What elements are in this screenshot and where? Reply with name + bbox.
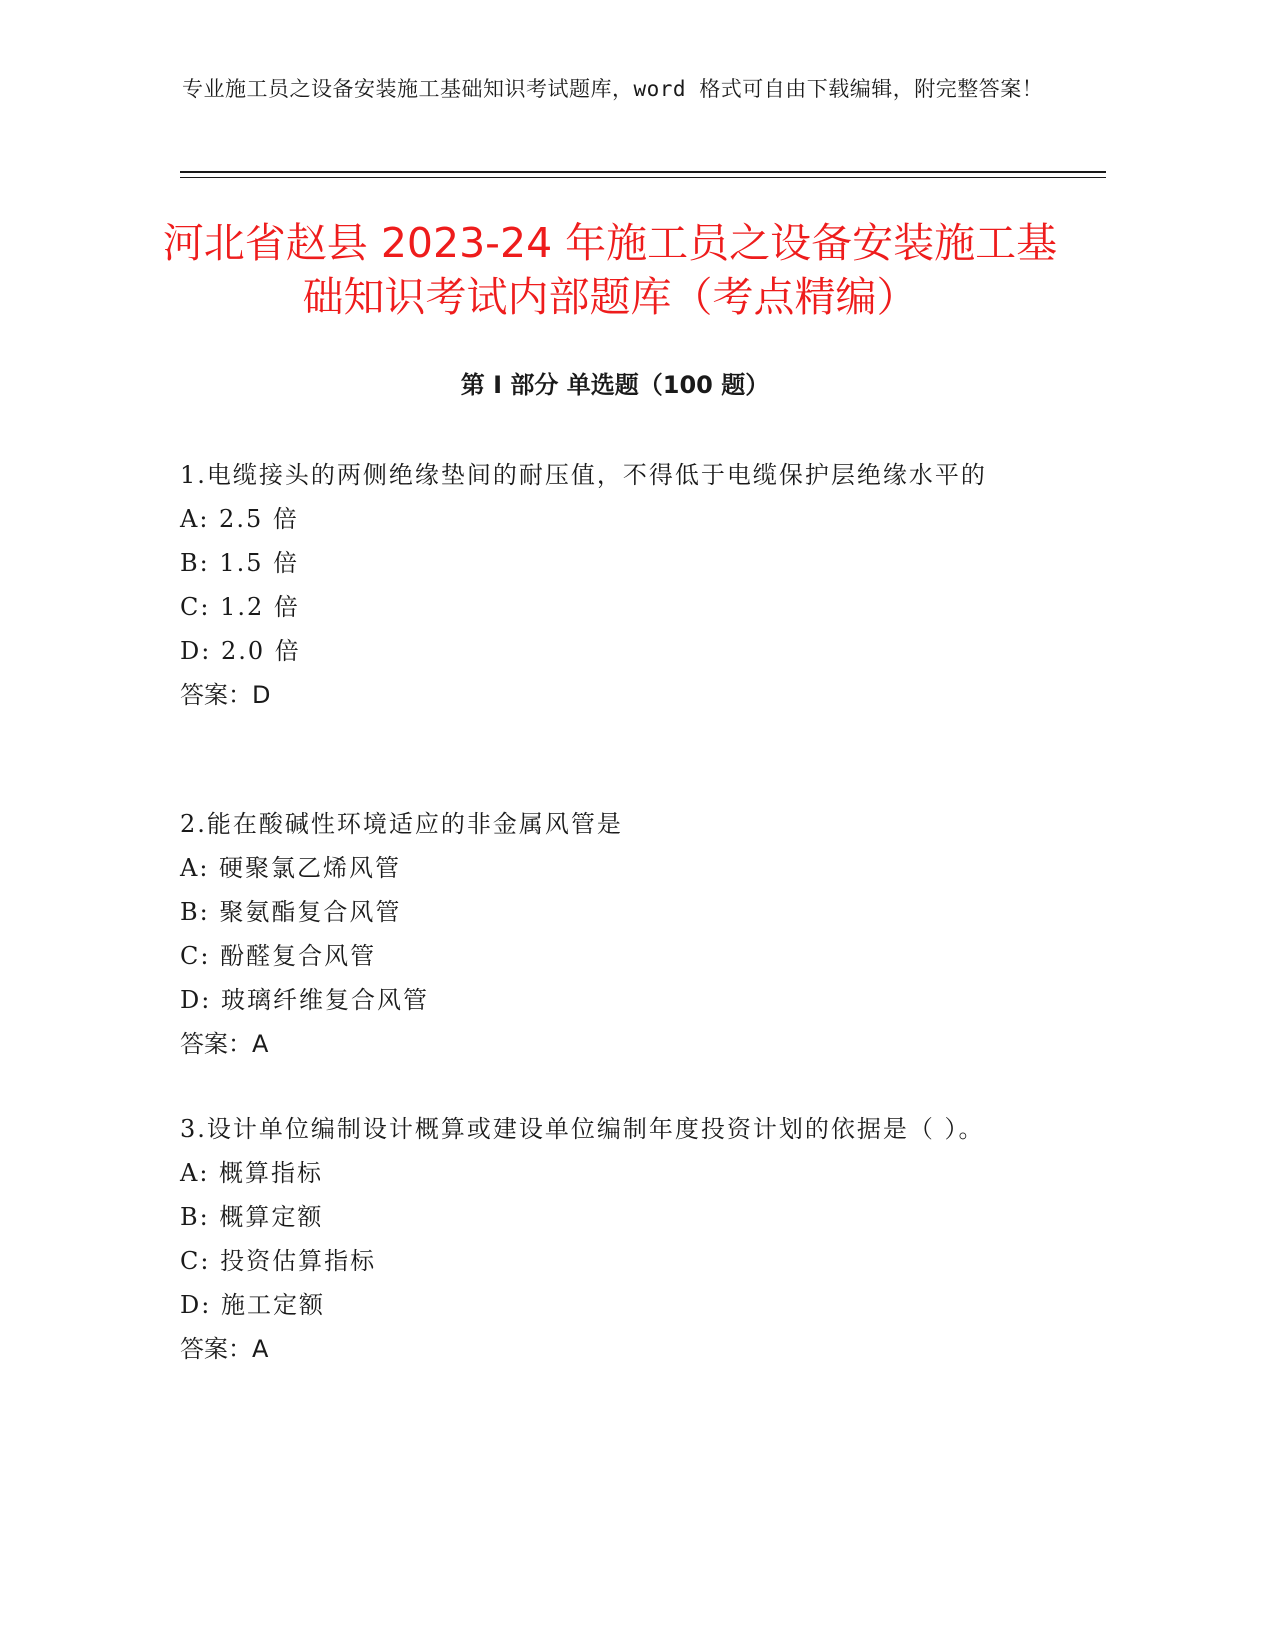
- option-b: B: 1.5 倍: [180, 549, 300, 577]
- question-1: [180, 453, 1030, 717]
- header-rule-thin: [180, 177, 1106, 178]
- option-d: D: 2.0 倍: [180, 637, 301, 665]
- header-rule-thick: [180, 171, 1106, 173]
- answer: 答案：D: [180, 681, 271, 709]
- section-title: 第 I 部分 单选题（100 题）: [460, 371, 770, 399]
- question-stem: 1.电缆接头的两侧绝缘垫间的耐压值，不得低于电缆保护层绝缘水平的: [180, 461, 987, 489]
- question-2: [180, 802, 1030, 1066]
- option-c: C: 1.2 倍: [180, 593, 300, 621]
- option-c: C: 酚醛复合风管: [180, 942, 377, 970]
- option-a: A: 硬聚氯乙烯风管: [180, 854, 402, 882]
- option-c: C: 投资估算指标: [180, 1247, 377, 1275]
- answer: 答案：A: [180, 1030, 269, 1058]
- document-title: 河北省赵县 2023-24 年施工员之设备安装施工基础知识考试内部题库（考点精编）: [162, 219, 1058, 321]
- question-stem: 3.设计单位编制设计概算或建设单位编制年度投资计划的依据是（ ）。: [180, 1115, 985, 1143]
- option-b: B: 概算定额: [180, 1203, 324, 1231]
- option-a: A: 2.5 倍: [180, 505, 299, 533]
- option-d: D: 施工定额: [180, 1291, 325, 1319]
- header-note: 专业施工员之设备安装施工基础知识考试题库，word 格式可自由下载编辑，附完整答案！: [182, 77, 1044, 101]
- answer: 答案：A: [180, 1335, 269, 1363]
- option-b: B: 聚氨酯复合风管: [180, 898, 402, 926]
- question-stem: 2.能在酸碱性环境适应的非金属风管是: [180, 810, 623, 838]
- option-d: D: 玻璃纤维复合风管: [180, 986, 429, 1014]
- question-3: [180, 1107, 1030, 1371]
- option-a: A: 概算指标: [180, 1159, 324, 1187]
